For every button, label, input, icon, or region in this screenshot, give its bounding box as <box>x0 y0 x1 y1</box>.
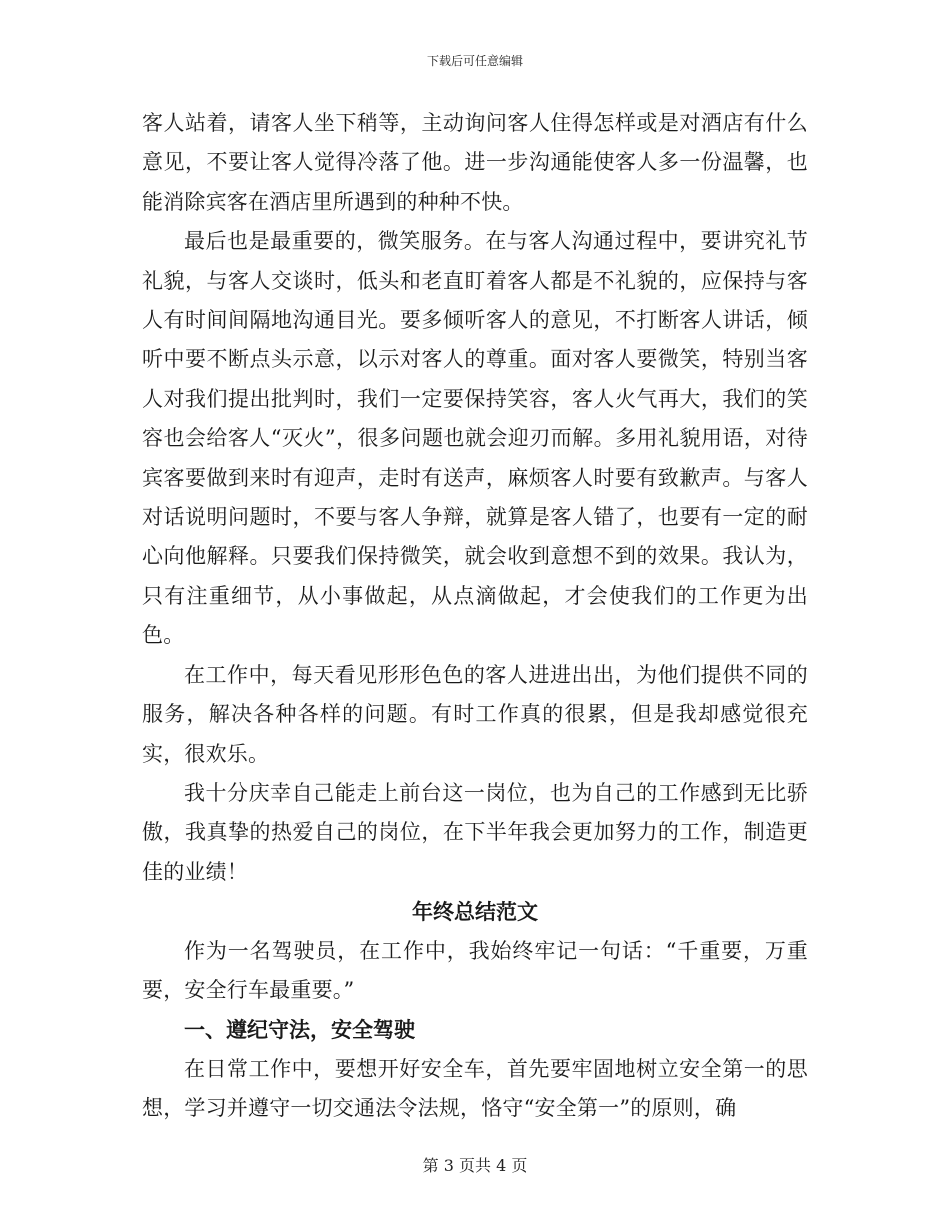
page-footer: 第 3 页共 4 页 <box>422 1156 528 1175</box>
paragraph-smile-service: 最后也是最重要的，微笑服务。在与客人沟通过程中，要讲究礼节礼貌，与客人交谈时，低头和老直盯着客人都是不礼貌的，应保持与客人有时间间隔地沟通目光。要多倾听客人的意见，不打断客人讲话，倾听中要不断点头示意，以示对客人的尊重。面对客人要微笑，特别当客人对我们提出批判时，我们一定要保持笑容，客人火气再大，我们的笑容也会给客人“灭火”，很多问题也就会迎刃而解。多用礼貌用语，对待宾客要做到来时有迎声，走时有送声，麻烦客人时要有致歉声。与客人对话说明问题时，不要与客人争辩，就算是客人错了，也要有一定的耐心向他解释。只要我们保持微笑，就会收到意想不到的效果。我认为，只有注重细节，从小事做起，从点滴做起，才会使我们的工作更为出色。 <box>142 229 808 648</box>
section-title: 年终总结范文 <box>412 899 538 925</box>
paragraph-driver-intro: 作为一名驾驶员，在工作中，我始终牢记一句话：“千重要，万重要，安全行车最重要。” <box>142 938 808 1002</box>
paragraph-continuation: 客人站着，请客人坐下稍等，主动询问客人住得怎样或是对酒店有什么意见，不要让客人觉得冷落了他。进一步沟通能使客人多一份温馨，也能消除宾客在酒店里所遇到的种种不快。 <box>142 111 808 214</box>
paragraph-daily-work: 在工作中，每天看见形形色色的客人进进出出，为他们提供不同的服务，解决各种各样的问题。有时工作真的很累，但是我却感觉很充实，很欢乐。 <box>142 662 808 766</box>
paragraph-closing: 我十分庆幸自己能走上前台这一岗位，也为自己的工作感到无比骄傲，我真挚的热爱自己的岗位，在下半年我会更加努力的工作，制造更佳的业绩！ <box>142 780 808 884</box>
page-header: 下载后可任意编辑 <box>426 54 523 68</box>
section-heading: 一、遵纪守法，安全驾驶 <box>184 1017 415 1043</box>
document-body <box>142 104 808 1129</box>
paragraph-safety: 在日常工作中，要想开好安全车，首先要牢固地树立安全第一的思想，学习并遵守一切交通法令法规，恪守“安全第一”的原则，确 <box>142 1056 808 1121</box>
